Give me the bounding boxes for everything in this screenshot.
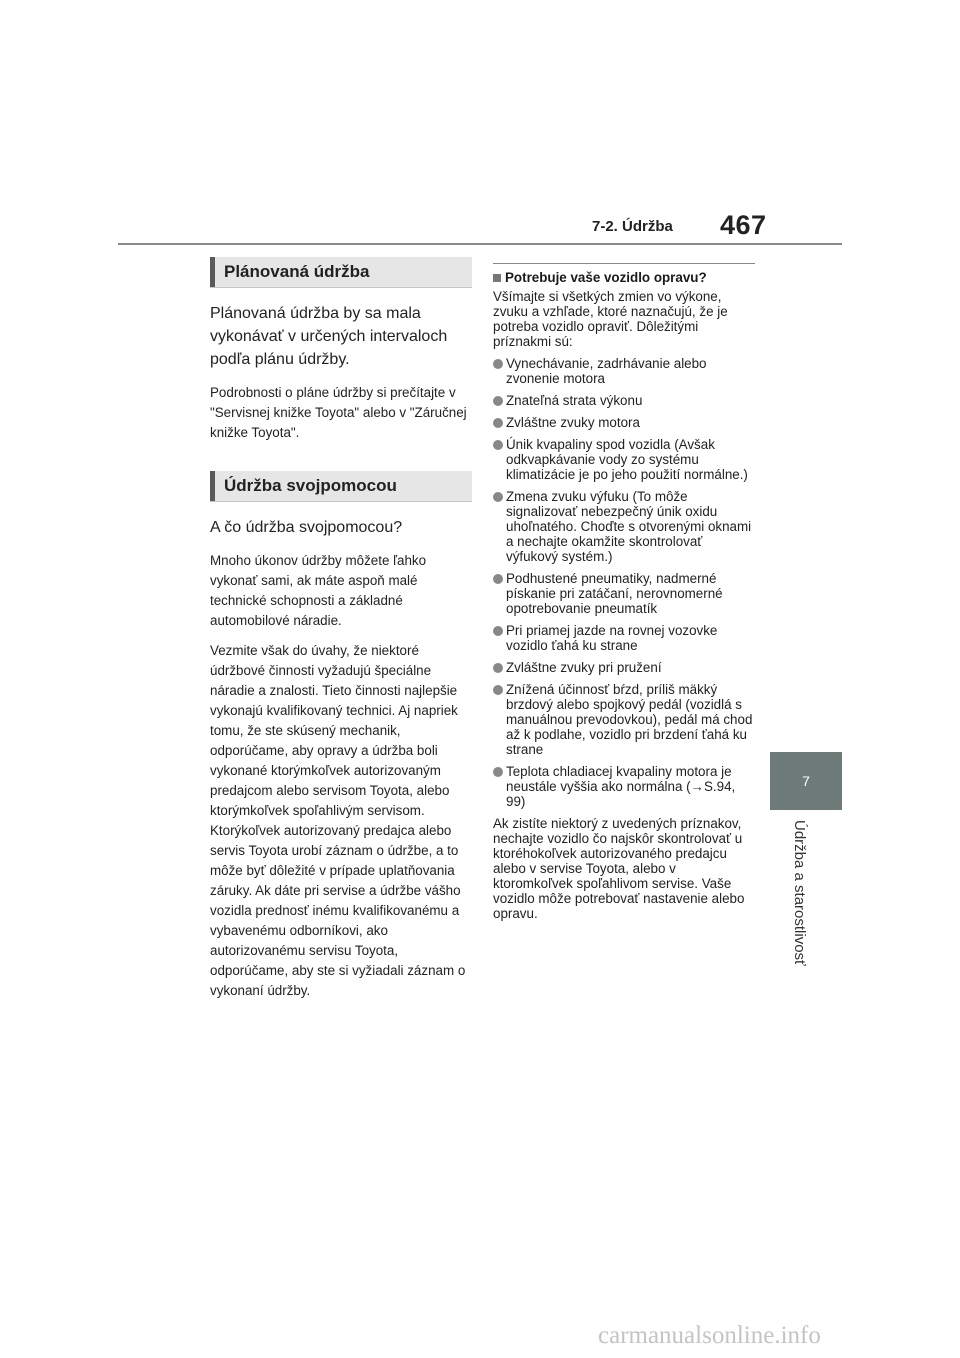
subheading-text: Potrebuje vaše vozidlo opravu? <box>505 270 707 285</box>
list-item <box>493 415 755 430</box>
heading-self-maintenance <box>210 471 472 502</box>
list-item-text: Znateľná strata výkonu <box>506 393 643 408</box>
paragraph: Ktorýkoľvek autorizovaný predajca alebo servis Toyota urobí záznam o údržbe, a to môže byť dôležité v prípade uplatňovania záruky. Ak dáte pri servise a údržbe vášho vozidla prednosť inému kvalifikovanému a vybavenému odborníkovi, ako autorizovanému servisu Toyota, odporúčame, aby ste si vyžiadali záznam o vykonaní údržby. <box>210 823 466 998</box>
list-item-text: Podhustené pneumatiky, nadmerné pískanie pri zatáčaní, nerovnomerné opotrebovanie pneumatík <box>506 571 723 616</box>
list-item-text: Zmena zvuku výfuku (To môže signalizovať nebezpečný únik oxidu uhoľnatého. Choďte s otvorenými oknami a nechajte okamžite skontrolovať výfukový systém.) <box>506 489 752 564</box>
bullet-dot-icon <box>493 626 503 636</box>
bullet-dot-icon <box>493 574 503 584</box>
paragraph: Vezmite však do úvahy, že niektoré údržbové činnosti vyžadujú špeciálne náradie a znalosti. Tieto činnosti najlepšie vykonajú kvalifikovaný technici. Aj napriek tomu, že ste skúsený mechanik, odporúčame, aby opravy a údržba boli vykonané ktorýmkoľvek autorizovaným predajcom alebo servisom Toyota, alebo ktorýmkoľvek spoľahlivým servisom. <box>210 643 458 818</box>
list-item <box>493 660 755 675</box>
outro-paragraph: Ak zistíte niektorý z uvedených príznakov, nechajte vozidlo čo najskôr skontrolovať u ktoréhokoľvek autorizovaného predajcu alebo v servise Toyota, alebo v ktoromkoľvek spoľahlivom servise. Vaše vozidlo môže potrebovať nastavenie alebo opravu. <box>493 816 745 921</box>
list-item-text: Znížená účinnosť bŕzd, príliš mäkký brzdový alebo spojkový pedál (vozidlá s manuálnou prevodovkou), pedál má chod až k podlahe, vozidlo pri brzdení ťahá ku strane <box>506 682 753 757</box>
intro-paragraph: Všímajte si všetkých zmien vo výkone, zvuku a vzhľade, ktoré naznačujú, že je potreba vozidlo opraviť. Dôležitými príznakmi sú: <box>493 289 728 349</box>
list-item-text: Zvláštne zvuky pri pružení <box>506 660 662 675</box>
chapter-tab[interactable]: 7 <box>770 752 842 810</box>
list-item <box>493 489 755 564</box>
subheading <box>493 270 755 285</box>
bullet-dot-icon <box>493 492 503 502</box>
left-column <box>210 257 472 1011</box>
lead-paragraph: Plánovaná údržba by sa mala vykonávať v určených intervaloch podľa plánu údržby. <box>210 305 448 368</box>
list-item <box>493 571 755 616</box>
chapter-title: Údržba a starostlivosť <box>791 820 808 966</box>
section-label: 7-2. Údržba <box>592 218 673 235</box>
list-item <box>493 764 755 809</box>
list-item <box>493 623 755 653</box>
list-item-text: Pri priamej jazde na rovnej vozovke vozidlo ťahá ku strane <box>506 623 718 653</box>
heading-planned-maintenance <box>210 257 472 288</box>
list-item-text: Teplota chladiacej kvapaliny motora je neustále vyššia ako normálna (→S.94, 99) <box>506 764 736 809</box>
watermark: carmanualsonline.info <box>598 1322 821 1349</box>
list-item <box>493 393 755 408</box>
page-number: 467 <box>720 210 767 240</box>
bullet-dot-icon <box>493 767 503 777</box>
right-column <box>493 263 755 928</box>
subheading-rule <box>493 263 755 264</box>
paragraph: Podrobnosti o pláne údržby si prečítajte v "Servisnej knižke Toyota" alebo v "Záručnej knižke Toyota". <box>210 385 467 440</box>
bullet-dot-icon <box>493 418 503 428</box>
bullet-dot-icon <box>493 440 503 450</box>
paragraph: Mnoho úkonov údržby môžete ľahko vykonať sami, ak máte aspoň malé technické schopnosti a základné automobilové náradie. <box>210 553 427 628</box>
list-item <box>493 437 755 482</box>
heading-text: Údržba svojpomocou <box>224 476 397 495</box>
list-item-text: Zvláštne zvuky motora <box>506 415 640 430</box>
heading-text: Plánovaná údržba <box>224 262 370 281</box>
bullet-dot-icon <box>493 663 503 673</box>
bullet-dot-icon <box>493 359 503 369</box>
header-rule <box>118 243 842 245</box>
bullet-dot-icon <box>493 685 503 695</box>
list-item <box>493 356 755 386</box>
bullet-dot-icon <box>493 396 503 406</box>
list-item <box>493 682 755 757</box>
list-item-text: Vynechávanie, zadrhávanie alebo zvonenie motora <box>506 356 707 386</box>
square-bullet-icon <box>493 274 501 282</box>
list-item-text: Únik kvapaliny spod vozidla (Avšak odkvapkávanie vody zo systému klimatizácie je po jeho použití normálne.) <box>506 437 748 482</box>
lead-paragraph: A čo údržba svojpomocou? <box>210 519 403 536</box>
